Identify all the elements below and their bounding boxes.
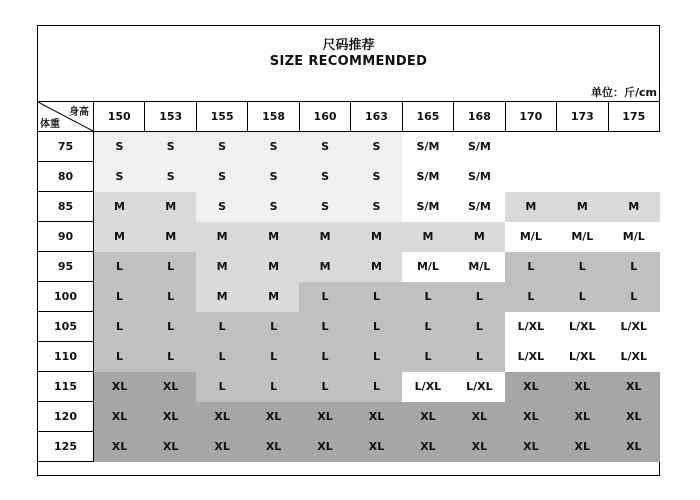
size-cell: L/XL <box>608 342 659 372</box>
table-row <box>38 132 660 162</box>
size-cell: L <box>248 342 299 372</box>
size-table <box>37 101 660 462</box>
size-cell: XL <box>454 432 505 462</box>
weight-header: 110 <box>38 342 94 372</box>
size-cell: XL <box>557 402 608 432</box>
size-cell: L/XL <box>557 342 608 372</box>
size-cell: XL <box>145 432 196 462</box>
size-cell: XL <box>248 432 299 462</box>
size-cell: XL <box>351 402 402 432</box>
height-header: 168 <box>454 102 505 132</box>
size-cell: L/XL <box>557 312 608 342</box>
unit-label: 单位：斤/cm <box>591 86 657 99</box>
size-cell: L <box>145 252 196 282</box>
weight-header: 90 <box>38 222 94 252</box>
height-header: 170 <box>505 102 556 132</box>
size-cell: M <box>196 252 247 282</box>
size-cell: L <box>94 282 145 312</box>
size-cell: L <box>557 252 608 282</box>
size-cell: S <box>94 162 145 192</box>
size-cell: S <box>299 192 350 222</box>
size-cell: XL <box>608 402 659 432</box>
size-cell: XL <box>454 402 505 432</box>
table-row <box>38 402 660 432</box>
size-cell: M/L <box>557 222 608 252</box>
size-cell: S <box>145 162 196 192</box>
size-cell: L <box>351 372 402 402</box>
size-cell: XL <box>145 372 196 402</box>
size-cell <box>557 132 608 162</box>
size-cell: S <box>351 162 402 192</box>
size-cell: M <box>351 252 402 282</box>
size-cell: L <box>145 282 196 312</box>
weight-header: 105 <box>38 312 94 342</box>
size-cell: M <box>299 252 350 282</box>
size-cell: M <box>196 282 247 312</box>
table-row <box>38 162 660 192</box>
size-cell <box>505 132 556 162</box>
size-cell: S/M <box>402 132 453 162</box>
size-cell: XL <box>351 432 402 462</box>
size-cell: S <box>248 132 299 162</box>
size-cell: M <box>351 222 402 252</box>
size-cell: XL <box>94 372 145 402</box>
size-cell: M/L <box>454 252 505 282</box>
size-cell: M <box>94 222 145 252</box>
size-cell: M <box>248 282 299 312</box>
table-row <box>38 372 660 402</box>
table-row <box>38 282 660 312</box>
weight-header: 75 <box>38 132 94 162</box>
size-cell: L/XL <box>505 342 556 372</box>
size-cell: M <box>505 192 556 222</box>
size-cell: M <box>402 222 453 252</box>
height-header: 175 <box>608 102 659 132</box>
weight-header: 85 <box>38 192 94 222</box>
size-cell: L <box>505 252 556 282</box>
size-cell: XL <box>299 402 350 432</box>
size-cell: XL <box>505 402 556 432</box>
size-cell: L <box>248 372 299 402</box>
size-cell: L <box>94 342 145 372</box>
size-cell: XL <box>94 432 145 462</box>
height-header: 155 <box>196 102 247 132</box>
height-header: 173 <box>557 102 608 132</box>
size-cell: L <box>402 312 453 342</box>
size-cell: XL <box>557 432 608 462</box>
size-cell <box>505 162 556 192</box>
size-cell: L <box>94 252 145 282</box>
size-cell: S <box>299 162 350 192</box>
size-cell: L/XL <box>402 372 453 402</box>
corner-cell <box>38 102 94 132</box>
size-cell: L <box>145 312 196 342</box>
size-cell: L <box>351 342 402 372</box>
size-cell: XL <box>145 402 196 432</box>
title-chinese: 尺码推荐 <box>322 38 375 53</box>
size-cell: S <box>351 192 402 222</box>
weight-header: 80 <box>38 162 94 192</box>
size-cell: L/XL <box>454 372 505 402</box>
size-cell: M <box>454 222 505 252</box>
size-cell: M <box>248 222 299 252</box>
size-chart <box>37 25 660 476</box>
size-cell: XL <box>196 402 247 432</box>
size-cell: L <box>608 252 659 282</box>
height-header: 165 <box>402 102 453 132</box>
size-cell: L <box>351 312 402 342</box>
size-cell: M/L <box>402 252 453 282</box>
size-cell: S <box>248 162 299 192</box>
size-cell: XL <box>248 402 299 432</box>
size-cell: L <box>145 342 196 372</box>
table-row <box>38 222 660 252</box>
table-row <box>38 252 660 282</box>
size-cell: L <box>299 372 350 402</box>
height-header: 160 <box>299 102 350 132</box>
size-cell: L <box>402 282 453 312</box>
size-cell: S/M <box>402 192 453 222</box>
size-cell: M/L <box>505 222 556 252</box>
size-cell: XL <box>299 432 350 462</box>
size-cell: M <box>299 222 350 252</box>
size-cell: S <box>248 192 299 222</box>
size-cell: L <box>505 282 556 312</box>
size-cell: XL <box>608 432 659 462</box>
size-cell: XL <box>402 432 453 462</box>
size-cell: S <box>196 192 247 222</box>
size-cell: XL <box>402 402 453 432</box>
weight-label: 体重 <box>40 119 60 130</box>
table-row <box>38 192 660 222</box>
table-row <box>38 432 660 462</box>
size-cell: S/M <box>454 162 505 192</box>
size-cell: L <box>402 342 453 372</box>
table-row <box>38 312 660 342</box>
size-cell <box>608 132 659 162</box>
height-header: 150 <box>94 102 145 132</box>
size-cell: S <box>94 132 145 162</box>
title-english: SIZE RECOMMENDED <box>269 54 428 69</box>
size-cell: S <box>299 132 350 162</box>
size-cell: M <box>145 192 196 222</box>
size-cell: L <box>351 282 402 312</box>
weight-header: 125 <box>38 432 94 462</box>
height-header: 158 <box>248 102 299 132</box>
size-cell <box>557 162 608 192</box>
size-cell: S <box>145 132 196 162</box>
size-cell: M <box>94 192 145 222</box>
header-row <box>38 102 660 132</box>
size-cell: XL <box>557 372 608 402</box>
height-header: 153 <box>145 102 196 132</box>
size-cell: M/L <box>608 222 659 252</box>
size-cell: L <box>196 342 247 372</box>
size-cell: L <box>608 282 659 312</box>
size-cell: L <box>454 312 505 342</box>
weight-header: 120 <box>38 402 94 432</box>
weight-header: 95 <box>38 252 94 282</box>
weight-header: 115 <box>38 372 94 402</box>
size-cell <box>608 162 659 192</box>
size-cell: S <box>196 162 247 192</box>
size-cell: S <box>196 132 247 162</box>
size-cell: M <box>196 222 247 252</box>
size-cell: M <box>608 192 659 222</box>
height-label: 身高 <box>69 107 89 118</box>
size-cell: S/M <box>454 192 505 222</box>
size-cell: L <box>557 282 608 312</box>
size-cell: XL <box>94 402 145 432</box>
size-cell: L <box>299 342 350 372</box>
size-cell: L <box>454 282 505 312</box>
size-cell: L <box>94 312 145 342</box>
size-cell: M <box>557 192 608 222</box>
size-cell: L <box>299 312 350 342</box>
size-cell: M <box>248 252 299 282</box>
size-cell: XL <box>608 372 659 402</box>
height-header: 163 <box>351 102 402 132</box>
size-cell: S/M <box>402 162 453 192</box>
size-cell: L/XL <box>608 312 659 342</box>
table-row <box>38 342 660 372</box>
size-cell: XL <box>505 432 556 462</box>
size-cell: L <box>196 372 247 402</box>
size-cell: M <box>145 222 196 252</box>
size-cell: L/XL <box>505 312 556 342</box>
size-cell: XL <box>196 432 247 462</box>
size-cell: L <box>248 312 299 342</box>
size-cell: L <box>454 342 505 372</box>
weight-header: 100 <box>38 282 94 312</box>
size-cell: L <box>196 312 247 342</box>
size-cell: XL <box>505 372 556 402</box>
size-cell: S <box>351 132 402 162</box>
size-cell: S/M <box>454 132 505 162</box>
size-cell: L <box>299 282 350 312</box>
